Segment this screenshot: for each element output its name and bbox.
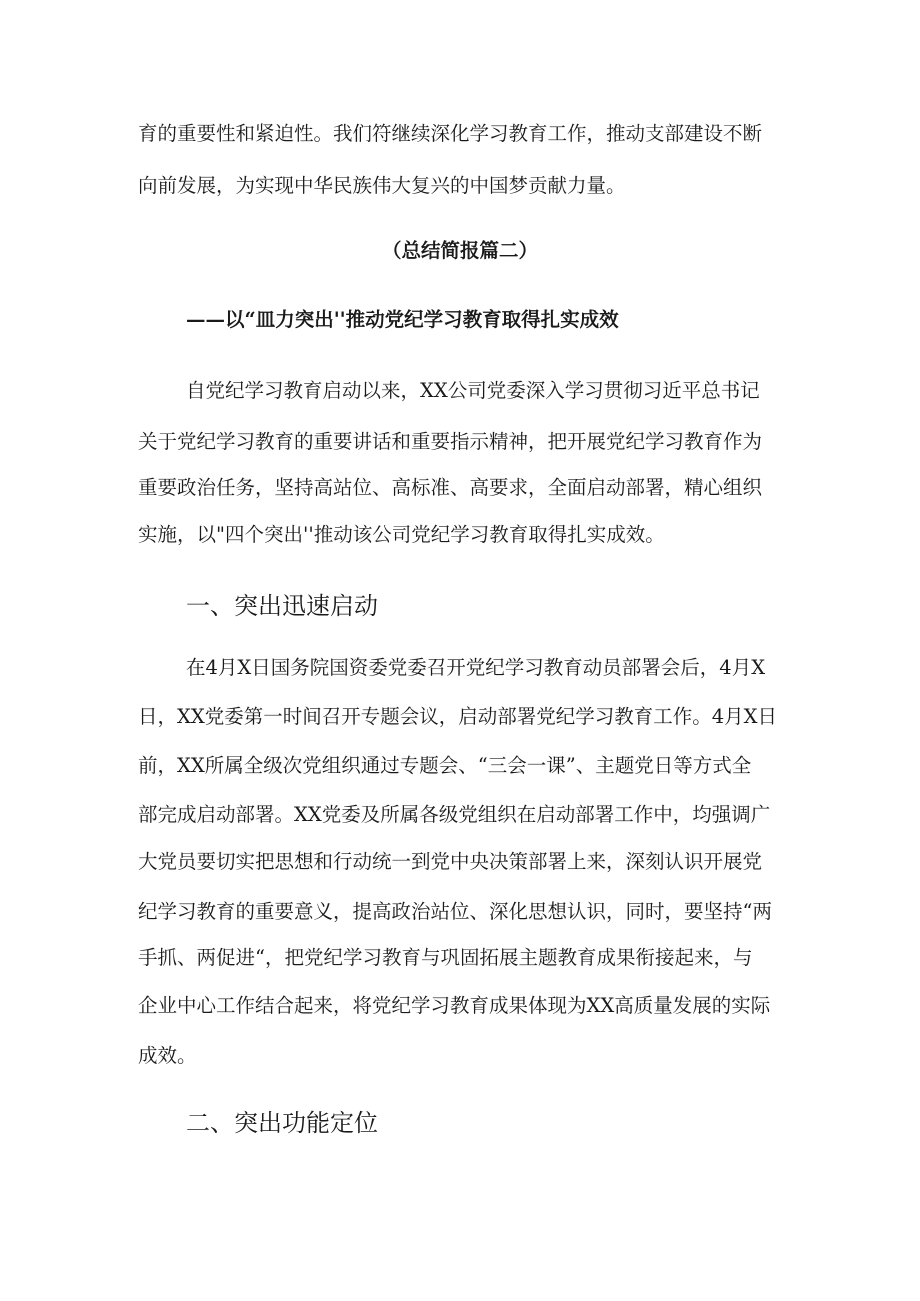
paragraph-2-line-2: 日，XX党委第一时间召开专题会议，启动部署党纪学习教育工作。4月X日 — [138, 705, 778, 728]
paragraph-1-line-1: 自党纪学习教育启动以来，XX公司党委深入学习贯彻习近平总书记 — [186, 379, 760, 402]
paragraph-2-line-6: 纪学习教育的重要意义，提高政治站位、深化思想认识，同时，要坚持“两 — [138, 900, 772, 923]
intro-line-1: 育的重要性和紧迫性。我们符继续深化学习教育工作，推动支部建设不断 — [138, 122, 763, 145]
heading-1: 一、突出迅速启动 — [186, 592, 378, 620]
paragraph-2-line-8: 企业中心工作结合起来，将党纪学习教育成果体现为XX高质量发展的实际 — [138, 994, 771, 1017]
section-title: （总结简报篇二） — [381, 239, 538, 262]
paragraph-1-line-3: 重要政治任务，坚持高站位、高标准、高要求，全面启动部署，精心组织 — [138, 476, 763, 499]
paragraph-2-line-9: 成效。 — [138, 1044, 197, 1067]
heading-2: 二、突出功能定位 — [186, 1109, 378, 1137]
paragraph-1-line-2: 关于党纪学习教育的重要讲话和重要指示精神，把开展党纪学习教育作为 — [138, 430, 763, 453]
subtitle: ——以“皿力突出''推动党纪学习教育取得扎实成效 — [186, 308, 619, 331]
paragraph-2-line-1: 在4月X日国务院国资委党委召开党纪学习教育动员部署会后，4月X — [186, 656, 766, 679]
paragraph-1-line-4: 实施，以"四个突出''推动该公司党纪学习教育取得扎实成效。 — [138, 523, 665, 546]
paragraph-2-line-7: 手抓、两促进“，把党纪学习教育与巩固拓展主题教育成果衔接起来，与 — [138, 946, 753, 969]
intro-line-2: 向前发展，为实现中华民族伟大复兴的中国梦贡献力量。 — [138, 174, 626, 197]
paragraph-2-line-5: 大党员要切实把思想和行动统一到党中央决策部署上来，深刻认识开展党 — [138, 850, 763, 873]
paragraph-2-line-3: 前，XX所属全级次党组织通过专题会、“三会一课”、主题党日等方式全 — [138, 754, 752, 777]
paragraph-2-line-4: 部完成启动部署。XX党委及所属各级党组织在启动部署工作中，均强调广 — [138, 803, 771, 826]
